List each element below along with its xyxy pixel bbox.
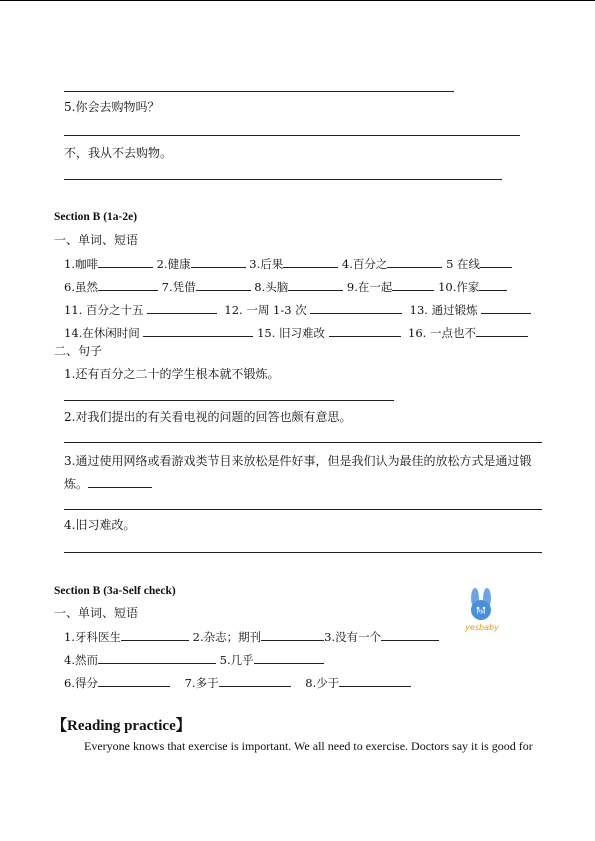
answer-line[interactable] [64,91,454,92]
vocab-item: 1.咖啡 [64,257,98,271]
answer-line[interactable] [64,442,542,443]
blank-field[interactable] [191,256,246,268]
vocab-item: 5.几乎 [219,653,254,667]
section-title: Section B (3a-Self check) [54,585,176,597]
part-heading: 一、单词、短语 [54,606,139,620]
blank-field[interactable] [310,302,402,314]
question-5: 5.你会去购物吗？ [64,100,160,114]
vocab-row-2 [64,279,507,294]
blank-field[interactable] [196,279,251,291]
svg-text:PM: PM [476,609,486,616]
section-title: Section B (1a-2e) [54,211,138,223]
blank-field[interactable] [254,652,324,664]
sentence-2: 2.对我们提出的有关看电视的问题的回答也颇有意思。 [64,410,352,424]
vocab-item: 10.作家 [438,280,480,294]
blank-field[interactable] [479,279,507,291]
vocab-item: 8.头脑 [254,280,289,294]
vocab-row-7 [64,675,411,690]
vocab-row-6 [64,652,324,667]
vocab-item: 8.少于 [305,676,340,690]
reading-title: 【Reading practice】 [52,718,191,734]
vocab-item: 2.杂志；期刊 [192,630,262,644]
answer-line[interactable] [64,400,394,401]
vocab-item: 1.牙科医生 [64,630,121,644]
blank-field[interactable] [143,325,253,337]
blank-field[interactable] [98,279,158,291]
blank-field[interactable] [381,629,439,641]
blank-field[interactable] [476,325,528,337]
blank-field[interactable] [88,476,152,488]
blank-field[interactable] [98,675,170,687]
blank-field[interactable] [339,675,411,687]
vocab-item: 12. 一周 1-3 次 [224,303,307,317]
vocab-item: 4.百分之 [341,257,388,271]
blank-field[interactable] [480,256,512,268]
sentence-4: 4.旧习难改。 [64,518,136,532]
vocab-row-5 [64,629,439,644]
sentence-1: 1.还有百分之二十的学生根本就不锻炼。 [64,367,280,381]
blank-field[interactable] [387,256,442,268]
blank-field[interactable] [98,652,216,664]
blank-field[interactable] [481,302,531,314]
blank-field[interactable] [392,279,434,291]
vocab-item: 7.多于 [184,676,219,690]
vocab-item: 11. 百分之十五 [64,303,144,317]
vocab-row-1 [64,256,512,271]
answer-5: 不，我从不去购物。 [64,146,173,160]
vocab-item: 9.在一起 [346,280,393,294]
answer-line[interactable] [64,135,520,136]
vocab-item: 7.凭借 [161,280,196,294]
blank-field[interactable] [283,256,338,268]
blank-field[interactable] [98,256,153,268]
blank-field[interactable] [288,279,343,291]
blank-field[interactable] [147,302,217,314]
reading-paragraph: Everyone knows that exercise is important. We all need to exercise. Doctors say it is good for [84,739,533,753]
vocab-item: 14.在休闲时间 [64,326,140,340]
vocab-item: 16. 一点也不 [408,326,476,340]
answer-line[interactable] [64,552,542,553]
vocab-item: 3.后果 [249,257,284,271]
vocab-item: 6.得分 [64,676,98,690]
rabbit-logo-icon [460,588,504,634]
vocab-item: 2.健康 [156,257,191,271]
blank-field[interactable] [121,629,189,641]
vocab-item: 5 在线 [446,257,481,271]
part-heading: 一、单词、短语 [54,233,139,247]
vocab-item: 3.没有一个 [324,630,382,644]
vocab-item: 6.虽然 [64,280,98,294]
logo-text: yesbaby [465,623,499,632]
sentence-3: 3.通过使用网络或看游戏类节目来放松是件好事，但是我们认为最佳的放松方式是通过锻 [64,454,532,468]
vocab-row-4 [64,325,528,340]
part-heading: 二、句子 [54,344,103,358]
top-border [0,0,595,1]
vocab-row-3 [64,302,531,317]
vocab-item: 15. 旧习难改 [257,326,326,340]
sentence-3-cont [64,476,152,491]
vocab-item: 13. 通过锻炼 [409,303,478,317]
blank-field[interactable] [329,325,401,337]
blank-field[interactable] [219,675,291,687]
sentence-3-end: 炼。 [64,477,89,491]
answer-line[interactable] [64,179,502,180]
blank-field[interactable] [261,629,324,641]
vocab-item: 4.然而 [64,653,98,667]
answer-line[interactable] [64,509,542,510]
